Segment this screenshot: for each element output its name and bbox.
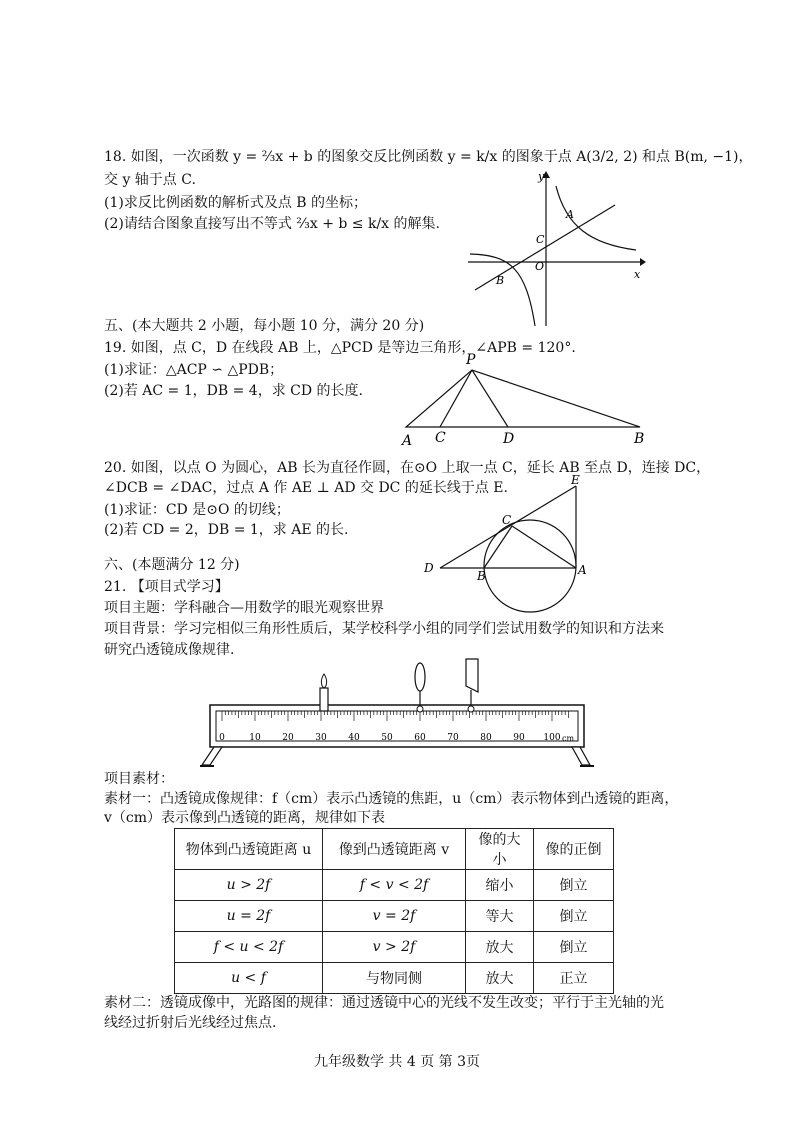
q21-background-line2: 研究凸透镜成像规律. (104, 642, 235, 658)
table-cell: v = 2f (323, 901, 466, 932)
q18-label-C: C (536, 233, 545, 246)
material-title: 项目素材： (104, 771, 174, 787)
candle (320, 688, 328, 711)
section-6-heading: 六、(本题满分 12 分) (104, 557, 240, 573)
table-header-cell: 像的正倒 (534, 829, 614, 870)
q20-part2: (2)若 CD = 2，DB = 1，求 AE 的长. (104, 522, 349, 538)
ruler-tick-label: 60 (414, 733, 426, 743)
ruler-unit: cm (562, 734, 575, 743)
material1-line1: 素材一：凸透镜成像规律：f（cm）表示凸透镜的焦距，u（cm）表示物体到凸透镜的距离， (104, 791, 679, 807)
convex-lens (415, 663, 425, 691)
ruler-tick-label: 100 (543, 733, 561, 743)
table-cell: f < u < 2f (175, 932, 323, 963)
q19-label-B: B (634, 431, 645, 447)
q19-label-D: D (503, 431, 515, 447)
table-row (175, 901, 614, 932)
ruler-tick-label: 0 (219, 733, 225, 743)
table-cell: 放大 (466, 963, 534, 994)
q20-label-A: A (578, 563, 587, 577)
page-footer: 九年级数学 共 4 页 第 3页 (313, 1054, 481, 1070)
q18-label-O: O (535, 260, 545, 273)
ruler-tick-label: 80 (480, 733, 492, 743)
q18-label-x: x (634, 268, 641, 281)
table-cell: 倒立 (534, 901, 614, 932)
q18-part2: (2)请结合图象直接写出不等式 ⅔x + b ≤ k/x 的解集. (104, 216, 440, 232)
table-cell: u < f (175, 963, 323, 994)
q19-label-C: C (435, 430, 446, 446)
q20-part1: (1)求证：CD 是⊙O 的切线； (104, 502, 290, 518)
q19-part1: (1)求证：△ACP ∽ △PDB； (104, 362, 284, 378)
q20-label-C: C (502, 513, 512, 527)
table-header-row (175, 829, 614, 870)
table-header-cell: 像的大小 (466, 829, 534, 870)
q18-label-A: A (566, 208, 574, 221)
lens-rules-table (174, 828, 614, 994)
q18-label-B: B (496, 274, 505, 287)
ruler-tick-label: 90 (513, 733, 525, 743)
q19-line1: 19. 如图，点 C，D 在线段 AB 上，△PCD 是等边三角形，∠APB = 120°. (104, 340, 576, 356)
table-cell: 等大 (466, 901, 534, 932)
ruler-tick-label: 70 (447, 733, 459, 743)
ruler-tick-label: 20 (282, 733, 294, 743)
ruler-tick-label: 50 (381, 733, 393, 743)
table-cell: v > 2f (323, 932, 466, 963)
table-cell: 正立 (534, 963, 614, 994)
q18-label-y: y (538, 170, 545, 183)
section-5-heading: 五、(本大题共 2 小题，每小题 10 分，满分 20 分) (104, 318, 425, 334)
table-cell: 倒立 (534, 932, 614, 963)
q20-line2: ∠DCB = ∠DAC，过点 A 作 AE ⊥ AD 交 DC 的延长线于点 E. (104, 480, 508, 496)
candle-flame (321, 674, 326, 688)
ruler-ticks (222, 711, 569, 721)
table-header-cell: 像到凸透镜距离 v (323, 829, 466, 870)
q18-line2: 交 y 轴于点 C. (104, 172, 196, 188)
q18-line1: 18. 如图，一次函数 y = ⅔x + b 的图象交反比例函数 y = k/x 的图象于点 A(3/2, 2) 和点 B(m, −1)， (104, 149, 753, 165)
material2-line2: 线经过折射后光线经过焦点. (104, 1015, 277, 1031)
q20-label-B: B (477, 569, 486, 583)
material1-line2: v（cm）表示像到凸透镜的距离，规律如下表 (104, 810, 386, 826)
q20-label-D: D (424, 561, 434, 575)
material2-line1: 素材二：透镜成像中，光路图的规律：通过透镜中心的光线不发生改变；平行于主光轴的光 (104, 995, 664, 1011)
q21-background-line1: 项目背景：学习完相似三角形性质后，某学校科学小组的同学们尝试用数学的知识和方法来 (104, 621, 664, 637)
q21-theme: 项目主题：学科融合—用数学的眼光观察世界 (104, 600, 384, 616)
ruler-tick-label: 30 (315, 733, 327, 743)
table-header-cell: 物体到凸透镜距离 u (175, 829, 323, 870)
ruler-tick-label: 10 (249, 733, 261, 743)
table-cell: u = 2f (175, 901, 323, 932)
table-row (175, 932, 614, 963)
light-screen (466, 659, 478, 692)
ruler-tick-label: 40 (348, 733, 360, 743)
table-row (175, 870, 614, 901)
table-cell: 缩小 (466, 870, 534, 901)
q19-label-A: A (402, 433, 413, 449)
q18-part1: (1)求反比例函数的解析式及点 B 的坐标； (104, 195, 368, 211)
q21-heading: 21. 【项目式学习】 (104, 579, 229, 595)
table-cell: u > 2f (175, 870, 323, 901)
table-cell: 倒立 (534, 870, 614, 901)
table-cell: 与物同侧 (323, 963, 466, 994)
q19-part2: (2)若 AC = 1，DB = 4，求 CD 的长度. (104, 383, 363, 399)
q19-label-P: P (466, 352, 476, 368)
table-cell: f < v < 2f (323, 870, 466, 901)
q20-line1: 20. 如图，以点 O 为圆心，AB 长为直径作圆，在⊙O 上取一点 C，延长 AB 至点 D，连接 DC， (104, 460, 711, 476)
table-cell: 放大 (466, 932, 534, 963)
table-row (175, 963, 614, 994)
q20-label-E: E (571, 473, 580, 487)
